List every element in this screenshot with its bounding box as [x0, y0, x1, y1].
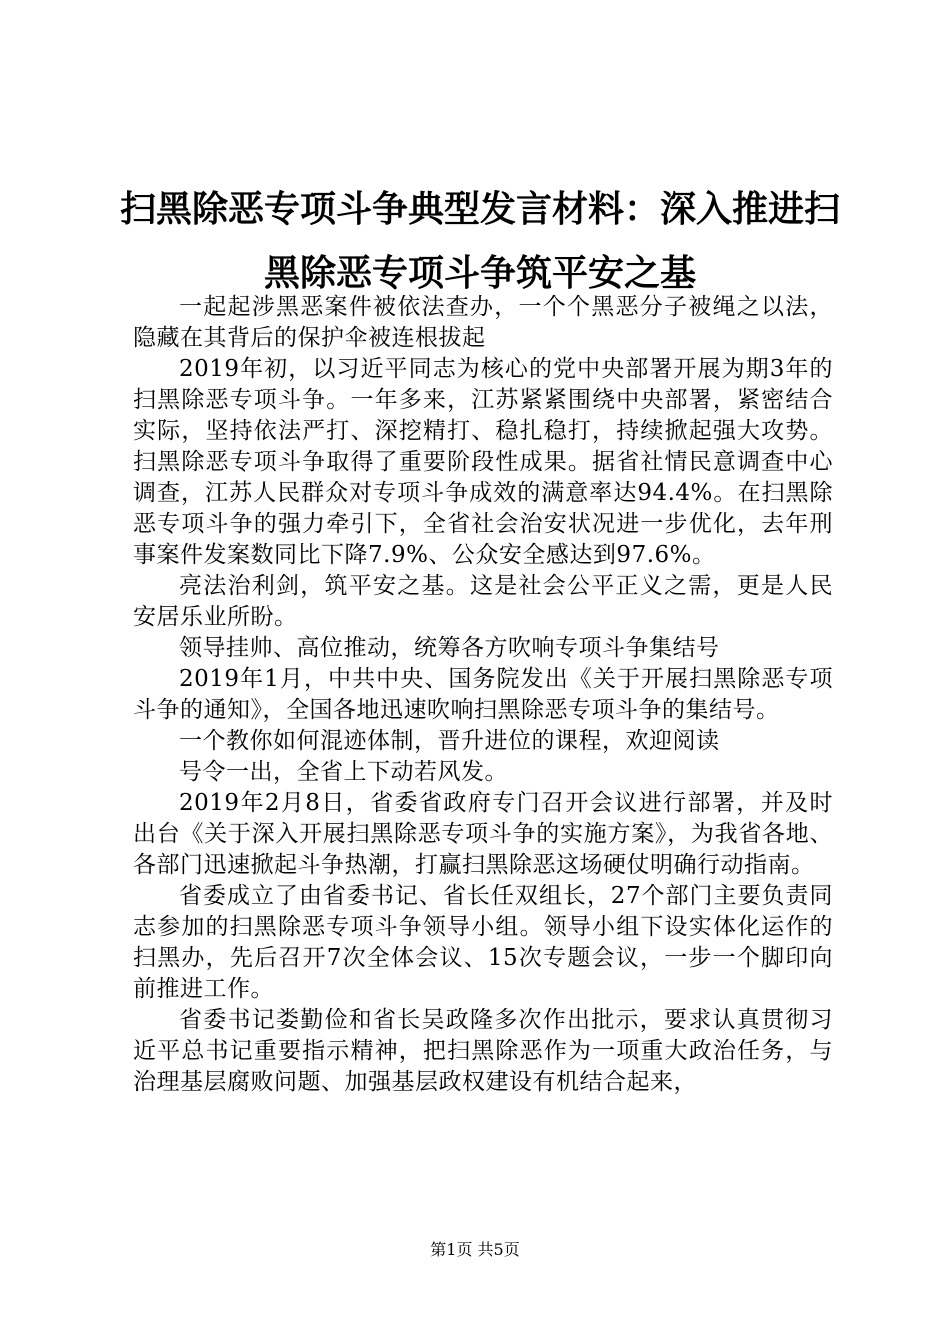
- title-line-1: 扫黑除恶专项斗争典型发言材料：深入推进扫: [120, 189, 841, 230]
- paragraph: 2019年初，以习近平同志为核心的党中央部署开展为期3年的扫黑除恶专项斗争。一年多来，江苏紧紧围绕中央部署，紧密结合实际，坚持依法严打、深挖精打、稳扎稳打，持续掀起强大攻势。扫黑除恶专项斗争取得了重要阶段性成果。据省社情民意调查中心调查，江苏人民群众对专项斗争成效的满意率达94.4%。在扫黑除恶专项斗争的强力牵引下，全省社会治安状况进一步优化，去年刑事案件发案数同比下降7.9%、公众安全感达到97.6%。: [133, 356, 833, 568]
- paragraph: 2019年2月8日，省委省政府专门召开会议进行部署，并及时出台《关于深入开展扫黑除恶专项斗争的实施方案》，为我省各地、各部门迅速掀起斗争热潮，打赢扫黑除恶这场硬仗明确行动指南。: [133, 790, 833, 878]
- page-footer: 第1页 共5页: [430, 1240, 520, 1259]
- document-body: [133, 292, 833, 1098]
- paragraph: 2019年1月，中共中央、国务院发出《关于开展扫黑除恶专项斗争的通知》，全国各地迅速吹响扫黑除恶专项斗争的集结号。: [133, 666, 833, 723]
- paragraph: 省委书记娄勤俭和省长吴政隆多次作出批示，要求认真贯彻习近平总书记重要指示精神，把扫黑除恶作为一项重大政治任务，与治理基层腐败问题、加强基层政权建设有机结合起来，: [133, 1007, 833, 1095]
- paragraph: 领导挂帅、高位推动，统筹各方吹响专项斗争集结号: [179, 635, 720, 661]
- paragraph: 一起起涉黑恶案件被依法查办，一个个黑恶分子被绳之以法，隐藏在其背后的保护伞被连根拔起: [133, 294, 833, 351]
- paragraph: 亮法治利剑，筑平安之基。这是社会公平正义之需，更是人民安居乐业所盼。: [133, 573, 833, 630]
- document-title: [120, 178, 840, 306]
- paragraph: 省委成立了由省委书记、省长任双组长，27个部门主要负责同志参加的扫黑除恶专项斗争领导小组。领导小组下设实体化运作的扫黑办，先后召开7次全体会议、15次专题会议，一步一个脚印向前推进工作。: [133, 883, 833, 1002]
- title-line-2: 黑除恶专项斗争筑平安之基: [263, 253, 696, 294]
- paragraph: 号令一出，全省上下动若风发。: [179, 759, 508, 785]
- paragraph: 一个教你如何混迹体制，晋升进位的课程，欢迎阅读: [179, 728, 720, 754]
